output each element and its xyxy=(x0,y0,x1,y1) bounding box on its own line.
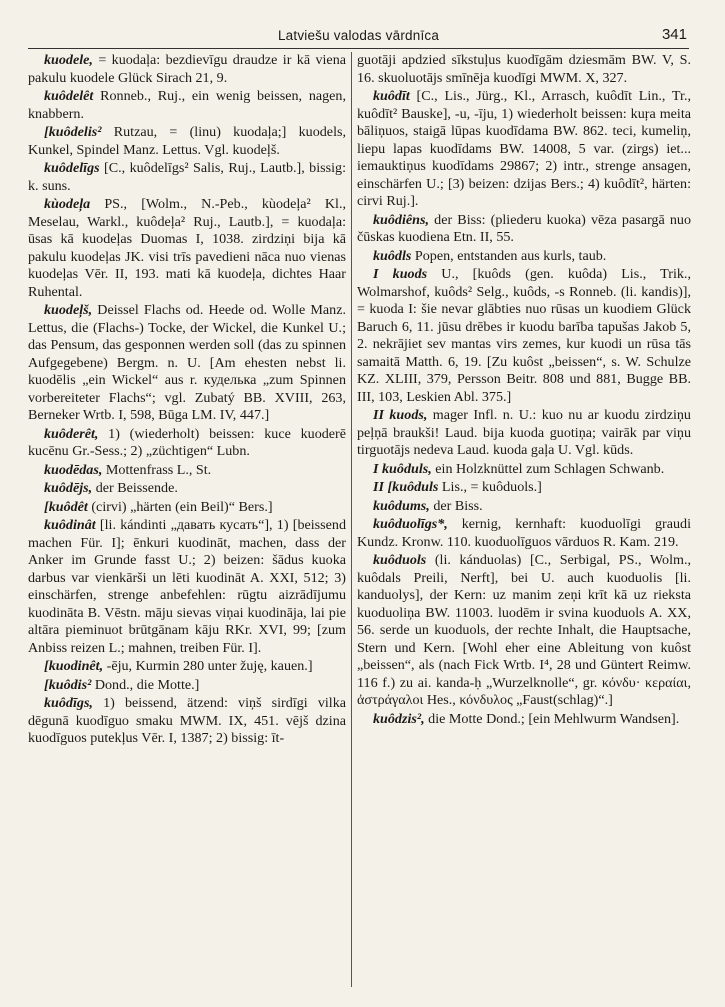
entry-headword: [kuôdêt xyxy=(44,498,88,515)
dictionary-entry xyxy=(357,52,691,87)
entry-headword: kuôdinât xyxy=(44,517,96,533)
entry-text: ein Holzknüttel zum Schlagen Schwanb. xyxy=(431,460,665,477)
entry-text: Ronneb., Ruj., ein wenig beissen, nagen, knabbern. xyxy=(28,88,346,122)
right-column xyxy=(357,52,691,987)
dictionary-entry xyxy=(357,461,691,479)
entry-headword: kuôdelêt xyxy=(44,88,94,104)
entry-headword: kuôduolīgs*, xyxy=(373,516,448,532)
dictionary-entry xyxy=(28,196,346,301)
entry-headword: I kuôduls, xyxy=(373,460,432,477)
dictionary-entry xyxy=(357,407,691,460)
entry-text: (li. kánduolas) [C., Serbigal, PS., Wolm., kuôdals Preili, Nerft], bei U. auch kuoduolis [li. kanduolys], der Kern: uz manim zeņi krīt kā uz riekstа kuoduoliņa BW. 11003. luodēm ir svina kuoduols A. XX, 56. serde un kuoduols, der rechte Inhalt, die Hauptsache, Stern und Kern. [Wohl eher eine Ableitung von kuôst „beissen“, als (nach Fick Wrtb. I⁴, 28 und Güntert Reimw. 116 f.) zu ai. kanda-ḥ „Wurzelknolle“, gr. κόνδυ· κεραίαι, ἀστράγαλοι Hes., κόνδυλος „Faust(schlag)“.] xyxy=(357,552,691,708)
entry-headword: kuôdls xyxy=(373,247,412,264)
dictionary-entry xyxy=(357,88,691,211)
entry-headword: II [kuôduls xyxy=(373,479,439,495)
dictionary-entry xyxy=(28,124,346,159)
dictionary-entry xyxy=(357,266,691,406)
dictionary-entry xyxy=(28,695,346,748)
dictionary-entry xyxy=(357,711,691,729)
entry-headword: kuôdīt xyxy=(373,88,410,104)
entry-text: -ēju, Kurmin 280 unter žuję, kauen.] xyxy=(103,658,313,674)
entry-text: 1) beissend, ätzend: viņš sirdīgi vilka dēgunā kuodīguo smaku MWM. IX, 451. vējš dzina kuodīguos putekļus Vēr. I, 1387; 2) bissig: īt- xyxy=(28,695,346,746)
dictionary-entry xyxy=(28,88,346,123)
entry-text: kernig, kernhaft: kuoduolīgi graudi Kundz. Kronw. 110. kuoduolīguos vārduos R. Kam. 219. xyxy=(357,516,691,550)
dictionary-entry xyxy=(28,480,346,498)
entry-headword: [kuôdis² xyxy=(44,676,92,693)
entry-text: guotāji apdzied sīkstuļus kuodīgām dziesmām BW. V, S. 16. skuoluotājs smīnēja kuodīgi MWM. X, 327. xyxy=(357,52,691,86)
entry-text: die Motte Dond.; [ein Mehlwurm Wandsen]. xyxy=(424,710,680,727)
entry-text: Lis., = kuôduols.] xyxy=(438,479,542,495)
entry-text: = kuodaļa: bezdievīgu draudze ir kā viena pakulu kuodele Glück Sirach 21, 9. xyxy=(28,52,346,86)
entry-text: Rutzau, = (linu) kuodaļa;] kuodels, Kunkel, Spindel Manz. Lettus. Vgl. kuodeļš. xyxy=(28,124,346,158)
entry-text: der Beissende. xyxy=(92,480,178,496)
dictionary-entry xyxy=(357,516,691,551)
entry-headword: kuôduols xyxy=(373,552,427,568)
entry-headword: [kuodinêt, xyxy=(44,658,104,674)
entry-text: der Biss. xyxy=(429,497,483,514)
entry-text: [C., Lis., Jürg., Kl., Arrasch, kuôdīt Lin., Tr., kuôdīt² Bauske], -u, -īju, 1) wiederholt beissen: kuŗa meita bāliņuos, staigā lūpas kuodīdama BW. 862. teci, kumeliņ, liepu lapas kuodīdams BW. 14008, 5 var. (zirgs) iet... iemauktiņus kuodīdams 29867; 2) intr., strenge ansagen, einschärfen U.; [3) beizen: dzijas Bers.; 4) kuôdīt², härten: cirvi Ruj.]. xyxy=(357,88,691,209)
entry-text: mager Infl. n. U.: kuo nu ar kuodu zirdziņu peļņā braukši! Laud. bija kuoda guotiņa; vairāk par viņu tirguotājs nedeva Laud. kuoda gaļa U. Vgl. kūds. xyxy=(357,407,691,458)
column-divider xyxy=(351,52,352,987)
entry-headword: [kuôdelis² xyxy=(44,124,102,140)
entry-headword: I kuods xyxy=(373,266,428,282)
dictionary-entry xyxy=(28,462,346,480)
entry-text: Dond., die Motte.] xyxy=(91,676,200,693)
entry-text: Popen, entstanden aus kurls, taub. xyxy=(411,247,607,264)
left-column xyxy=(28,52,346,987)
entry-text: U., [kuôds (gen. kuôda) Lis., Trik., Wolmarshof, kuôds² Selg., kuôds, -s Ronneb. (li. kandis)], = kuoda I: šie nevar glābties nuo rūsas un kuodiem Glück Baruch 6, 11. jūsu drēbes ir kuodu barība tapušas Jakob 5, 2. nekrājiet sev mantas virs zemes, kur kuodi un rūsa tās samaitā Matth. 6, 19. [Zu kuôst „beissen“, s. W. Schulze KZ. XLIII, 379, Persson Beitr. 808 und 881, Bugge BB. III, 103, Leskien Abl. 375.] xyxy=(357,266,691,405)
entry-text: Mottenfrass L., St. xyxy=(102,461,212,478)
entry-headword: kuôdzis², xyxy=(373,710,425,727)
dictionary-entry xyxy=(357,248,691,266)
running-title: Latviešu valodas vārdnīca xyxy=(277,28,440,43)
entry-headword: II kuods, xyxy=(373,407,428,423)
entry-text: Deissel Flachs od. Heede od. Wolle Manz. Lettus, die (Flachs-) Tocke, der Wickel, die Kunkel U.; das Pensum, das gesponnen werden soll (das zu spinnen Aufgegebene) Bergm. n. U. [Am ehesten nebst li. kuodēlis „ein Wickel“ aus r. куделька „zum Spinnen vorbereiteter Flachs“; vgl. Zubatý BB. XVIII, 263, Berneker Wrtb. I, 598, Būga LM. IV, 447.] xyxy=(28,302,346,423)
entry-text: 1) (wiederholt) beissen: kuce kuoderē kucēnu Gr.-Sess.; 2) „züchtigen“ Lubn. xyxy=(28,425,346,459)
entry-headword: kuodeļš, xyxy=(44,302,93,318)
dictionary-entry xyxy=(28,499,346,517)
dictionary-entry xyxy=(357,498,691,516)
dictionary-entry xyxy=(357,552,691,710)
entry-headword: kuôdelīgs xyxy=(44,160,100,176)
dictionary-entry xyxy=(28,52,346,87)
dictionary-entry xyxy=(28,517,346,657)
entry-headword: kuodēdas, xyxy=(44,461,103,478)
entry-text: der Biss: (pliederu kuoka) vēza pasargā nuo čūskas kuodiena Etn. II, 55. xyxy=(357,211,691,245)
page-number: 341 xyxy=(661,26,687,43)
dictionary-entry xyxy=(357,479,691,497)
dictionary-entry xyxy=(357,212,691,247)
entry-headword: kuôdējs, xyxy=(44,480,93,496)
entry-headword: kuodele, xyxy=(44,52,93,68)
dictionary-entry xyxy=(28,677,346,695)
entry-headword: kuôdiêns, xyxy=(373,211,429,228)
page-header xyxy=(28,22,689,49)
entry-headword: kuôderêt, xyxy=(44,425,99,442)
entry-text: [C., kuôdelīgs² Salis, Ruj., Lautb.], bissig: k. suns. xyxy=(28,160,346,194)
dictionary-entry xyxy=(28,302,346,425)
dictionary-entry xyxy=(28,160,346,195)
entry-text: [li. kándinti „давать кусать“], 1) [beissend machen Für. I]; ēnkuri kuodināt, machen, dass der Anker im Grunde fasst U.; 2) beizen: šādus kuoka darbus var vienkārši un lēti kuodināt A. XXI, 512; 3) einschärfen, strenge anbefehlen: rūgtu aizrādījumu kuodināta B. Vēstn. māju sievas viņai kuodināja, lai pie altāra pieminuot brūtgānam kāju RKr. XVI, 99; [zum Anbiss reizen L.; mahnen, treiben Für. I]. xyxy=(28,517,346,656)
entry-headword: kuôdīgs, xyxy=(44,695,93,711)
entry-text: (cirvi) „härten (ein Beil)“ Bers.] xyxy=(87,498,273,515)
entry-headword: kùodeļa xyxy=(44,196,91,212)
dictionary-entry xyxy=(28,426,346,461)
entry-text: PS., [Wolm., N.-Peb., kùodeļa² Kl., Meselau, Warkl., kuôdeļa² Ruj., Lautb.], = kuodaļa: ūsas kā kuodeļas Duomas I, 1038. zirdziņi bija kā pakulu kuodeļas JK. visi trīs pavedieni nāca nuo vienas kuodeļas Vēr. II, 193. mati kā kuodeļa, dichtes Haar Ruhental. xyxy=(28,196,346,300)
dictionary-entry xyxy=(28,658,346,676)
entry-headword: kuôdums, xyxy=(373,497,430,514)
